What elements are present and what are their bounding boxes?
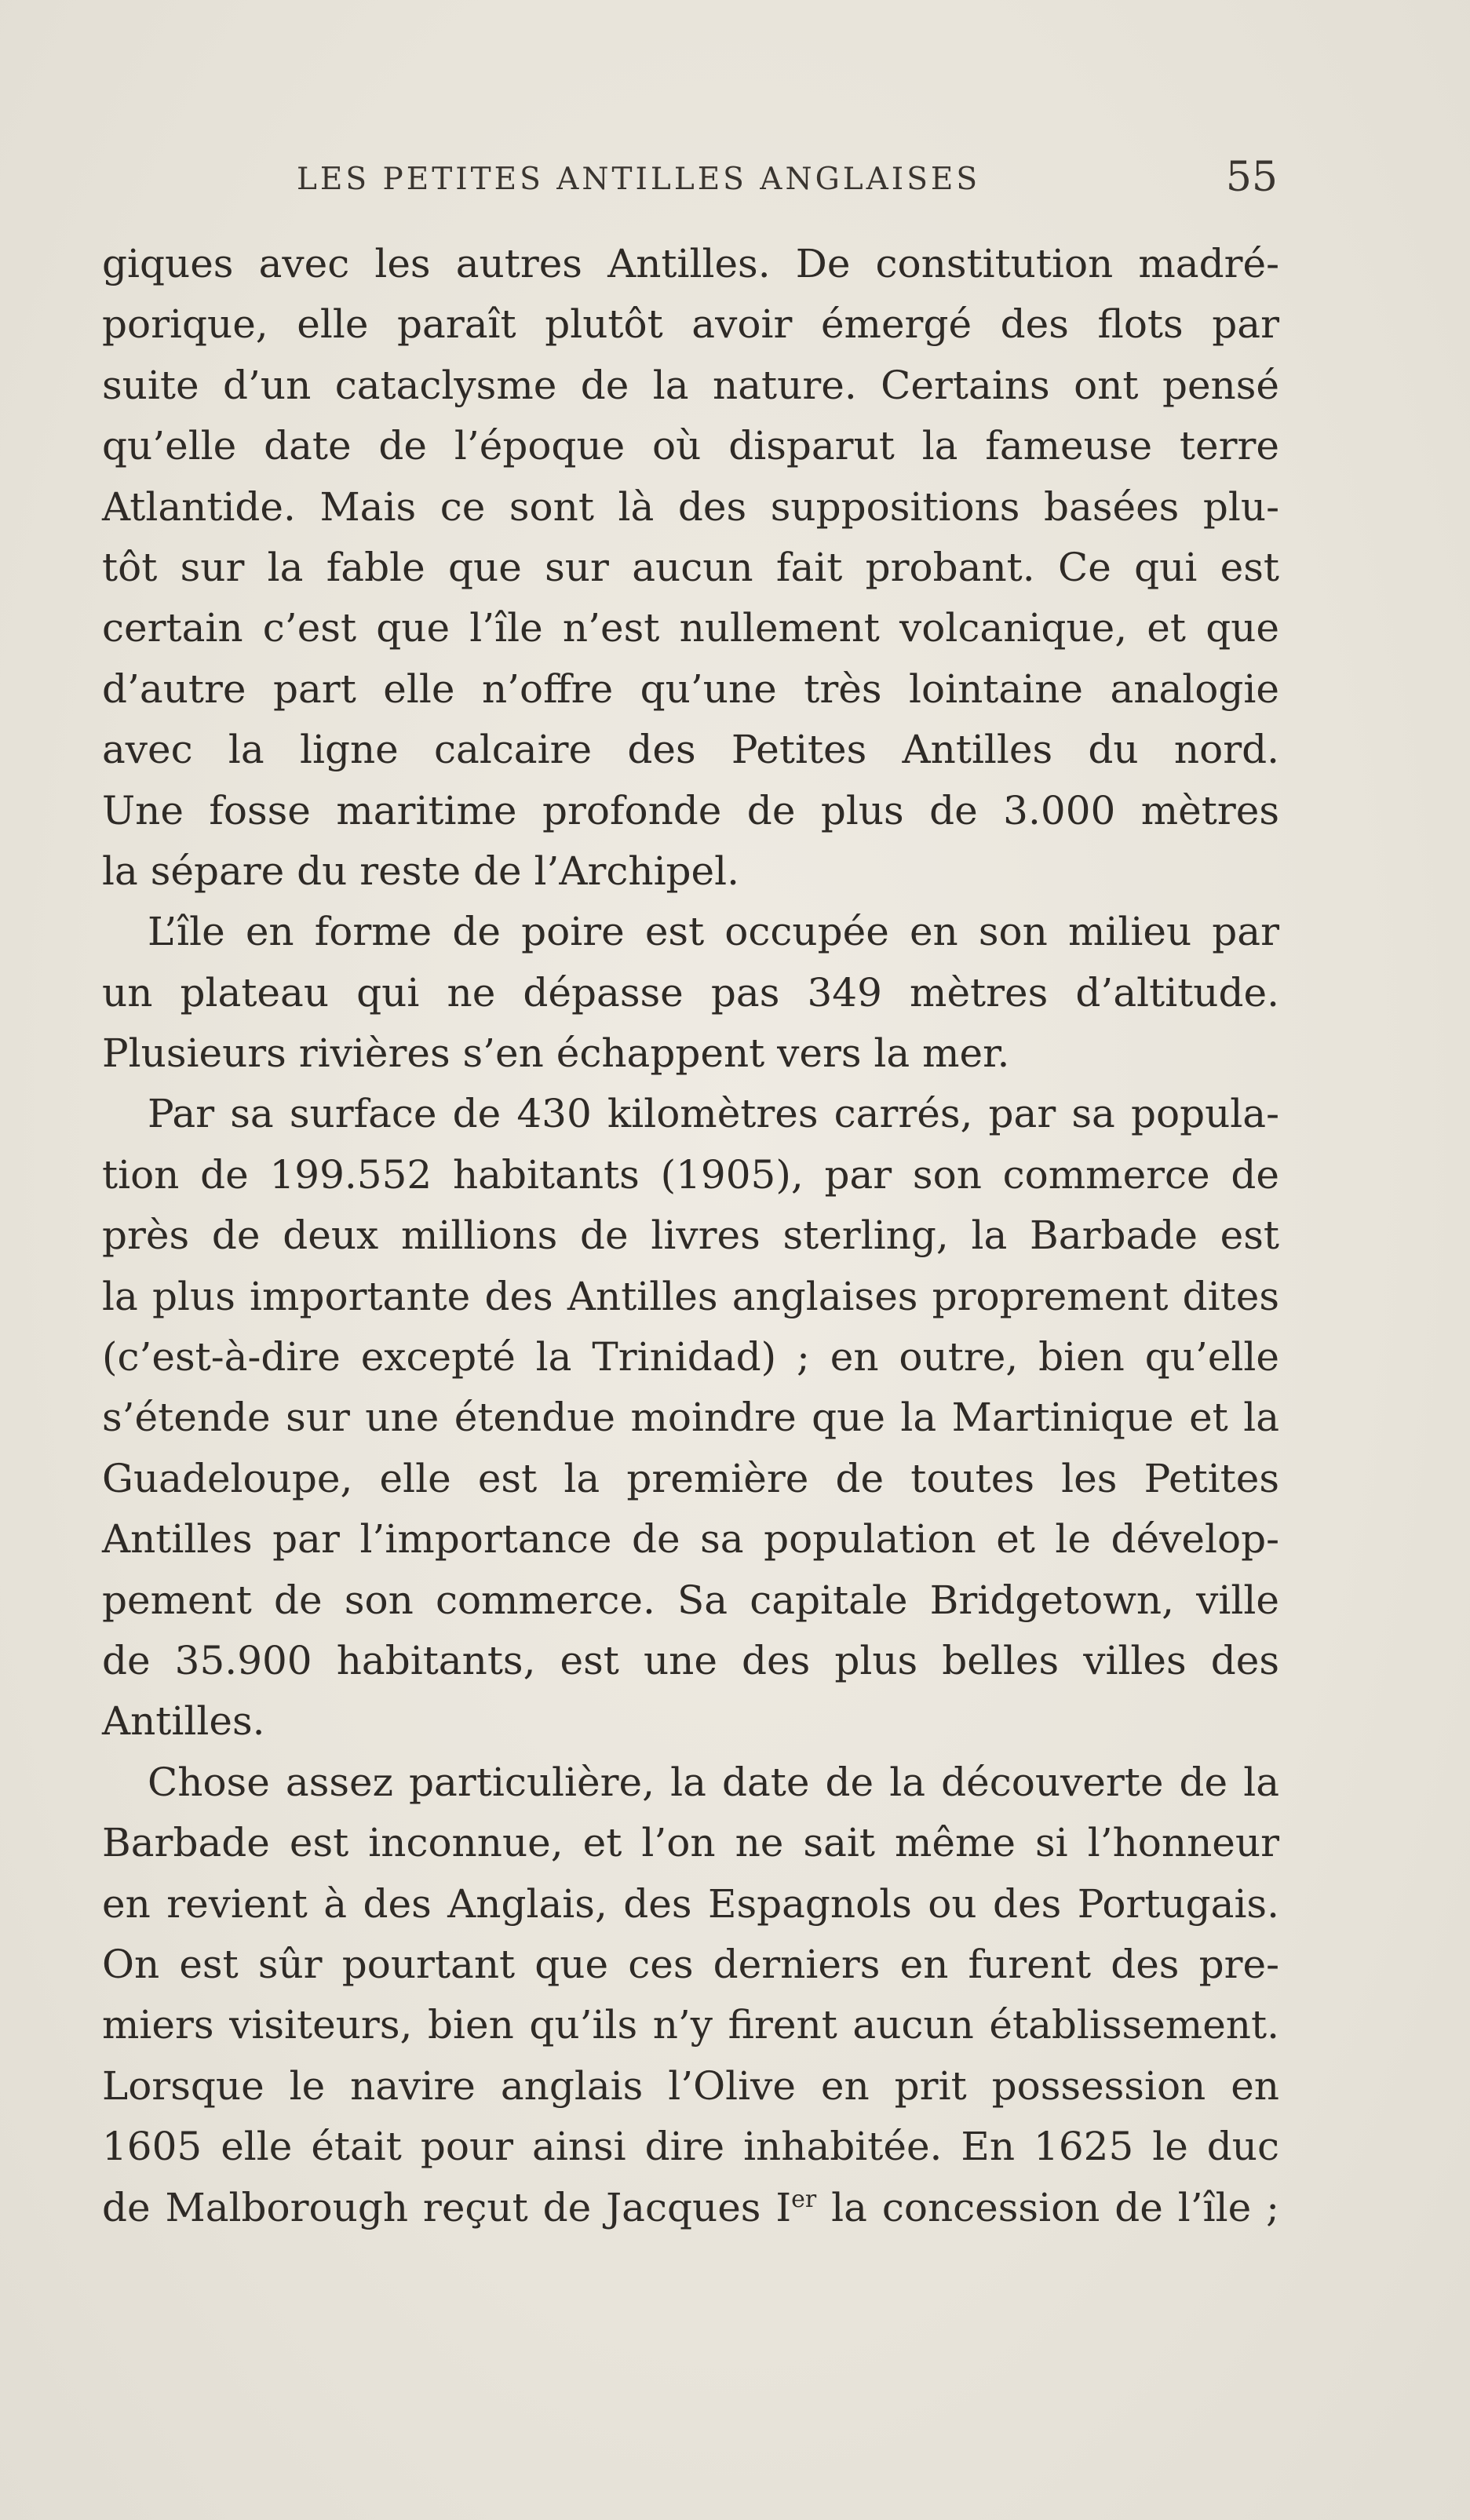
text-line: avec la ligne calcaire des Petites Antilles du nord. [102,727,1279,773]
text-line: On est sûr pourtant que ces derniers en furent des pre- [102,1941,1279,1987]
final-line-after: la concession de l’île ; [816,2184,1279,2230]
page-number: 55 [1225,154,1278,201]
text-line: Barbade est inconnue, et l’on ne sait même si l’honneur [102,1820,1279,1866]
body-text [102,234,1279,2238]
text-line: Guadeloupe, elle est la première de toutes les Petites [102,1455,1279,1501]
text-line: Antilles par l’importance de sa population et le dévelop- [102,1516,1279,1563]
running-head: LES PETITES ANTILLES ANGLAISES [297,162,981,197]
text-line: 1605 elle était pour ainsi dire inhabitée. En 1625 le duc [102,2124,1279,2170]
text-line: qu’elle date de l’époque où disparut la fameuse terre [102,423,1279,469]
text-line: Plusieurs rivières s’en échappent vers la mer. [102,1030,1010,1077]
text-line: giques avec les autres Antilles. De constitution madré- [102,241,1279,286]
text-line: près de deux millions de livres sterling, la Barbade est [102,1213,1279,1259]
text-line: tion de 199.552 habitants (1905), par son commerce de [102,1151,1279,1198]
text-line: la sépare du reste de l’Archipel. [102,848,740,894]
text-line: (c’est-à-dire excepté la Trinidad) ; en outre, bien qu’elle [102,1334,1279,1380]
page-header [100,154,1278,209]
text-line: porique, elle paraît plutôt avoir émergé des flots par [102,301,1279,348]
text-line: s’étende sur une étendue moindre que la Martinique et la [102,1395,1279,1441]
superscript-er: er [791,2185,817,2213]
text-line: certain c’est que l’île n’est nullement volcanique, et que [102,605,1279,651]
text-line: miers visiteurs, bien qu’ils n’y firent aucun établissement. [102,2002,1279,2048]
final-line-before: de Malborough reçut de Jacques I [102,2184,792,2230]
text-line: la plus importante des Antilles anglaises proprement dites [102,1273,1279,1319]
text-line: Antilles. [102,1698,265,1745]
text-line: Atlantide. Mais ce sont là des suppositions basées plu- [102,483,1279,530]
text-line: Une fosse maritime profonde de plus de 3.000 mètres [102,787,1279,833]
text-line: d’autre part elle n’offre qu’une très lointaine analogie [102,666,1279,712]
text-line-final [102,2178,1279,2238]
text-line: L’île en forme de poire est occupée en son milieu par [148,909,1279,955]
text-line: Lorsque le navire anglais l’Olive en prit possession en [102,2062,1279,2109]
text-line: pement de son commerce. Sa capitale Bridgetown, ville [102,1577,1279,1623]
text-line: Chose assez particulière, la date de la découverte de la [148,1759,1279,1805]
text-line: tôt sur la fable que sur aucun fait probant. Ce qui est [102,544,1279,590]
text-line: Par sa surface de 430 kilomètres carrés, par sa popula- [148,1091,1279,1137]
text-line: en revient à des Anglais, des Espagnols ou des Portugais. [102,1880,1279,1927]
text-line: de 35.900 habitants, est une des plus belles villes des [102,1637,1279,1683]
text-line: un plateau qui ne dépasse pas 349 mètres d’altitude. [102,969,1279,1016]
text-line: suite d’un cataclysme de la nature. Certains ont pensé [102,362,1279,408]
